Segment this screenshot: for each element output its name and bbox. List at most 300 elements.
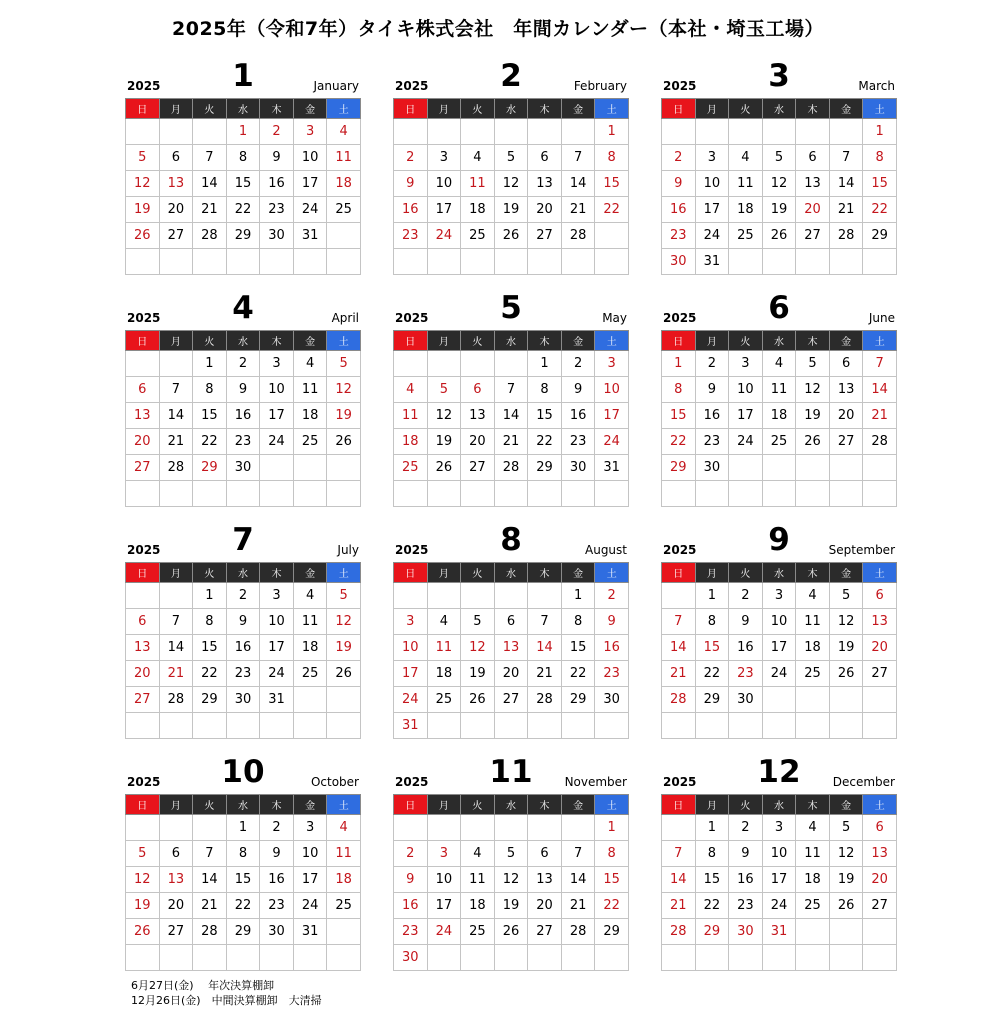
week-row <box>126 815 361 841</box>
day-cell: 6 <box>159 841 193 867</box>
day-cell: 21 <box>193 893 227 919</box>
week-row <box>394 687 629 713</box>
month-number: 2 <box>500 58 522 94</box>
day-cell <box>126 583 160 609</box>
day-cell <box>829 481 863 507</box>
weekday-header: 金 <box>293 795 327 815</box>
week-row <box>394 841 629 867</box>
day-cell: 6 <box>829 351 863 377</box>
day-cell: 10 <box>762 609 796 635</box>
day-cell: 17 <box>260 403 294 429</box>
day-cell: 1 <box>662 351 696 377</box>
day-cell <box>461 481 495 507</box>
day-cell: 29 <box>561 687 595 713</box>
day-cell <box>561 119 595 145</box>
day-cell <box>293 945 327 971</box>
day-cell: 31 <box>695 249 729 275</box>
day-cell: 5 <box>461 609 495 635</box>
day-cell: 8 <box>561 609 595 635</box>
week-row <box>662 171 897 197</box>
day-cell: 6 <box>528 145 562 171</box>
day-cell: 11 <box>293 377 327 403</box>
day-cell: 16 <box>394 893 428 919</box>
weekday-header: 土 <box>863 563 897 583</box>
month-name: September <box>828 543 895 557</box>
weekday-header: 金 <box>561 331 595 351</box>
day-cell: 19 <box>126 893 160 919</box>
weekday-header: 日 <box>126 563 160 583</box>
day-cell: 19 <box>796 403 830 429</box>
day-cell: 13 <box>528 867 562 893</box>
month-year: 2025 <box>395 775 429 789</box>
month-number: 10 <box>221 754 265 790</box>
weekday-header: 金 <box>829 563 863 583</box>
day-cell: 6 <box>126 609 160 635</box>
day-cell: 1 <box>226 119 260 145</box>
day-cell <box>729 249 763 275</box>
week-row <box>662 377 897 403</box>
day-cell: 26 <box>427 455 461 481</box>
day-cell: 18 <box>762 403 796 429</box>
day-cell: 4 <box>461 841 495 867</box>
day-cell <box>260 945 294 971</box>
day-cell: 29 <box>695 687 729 713</box>
weekday-header-row <box>394 795 629 815</box>
day-cell: 20 <box>528 893 562 919</box>
week-row <box>394 609 629 635</box>
calendar-table <box>393 794 629 971</box>
day-cell: 18 <box>427 661 461 687</box>
day-cell <box>327 713 361 739</box>
day-cell: 8 <box>695 609 729 635</box>
weekday-header: 火 <box>729 795 763 815</box>
day-cell: 27 <box>494 687 528 713</box>
day-cell: 19 <box>461 661 495 687</box>
day-cell: 20 <box>461 429 495 455</box>
day-cell <box>327 687 361 713</box>
day-cell: 25 <box>394 455 428 481</box>
day-cell <box>528 583 562 609</box>
day-cell: 15 <box>528 403 562 429</box>
day-cell <box>796 455 830 481</box>
month-name: December <box>832 775 895 789</box>
day-cell <box>461 815 495 841</box>
day-cell: 24 <box>595 429 629 455</box>
day-cell <box>762 119 796 145</box>
month-header <box>393 524 629 562</box>
day-cell: 12 <box>327 609 361 635</box>
weekday-header: 火 <box>193 331 227 351</box>
day-cell: 21 <box>829 197 863 223</box>
day-cell <box>829 119 863 145</box>
day-cell: 3 <box>729 351 763 377</box>
day-cell: 2 <box>394 145 428 171</box>
weekday-header: 木 <box>796 331 830 351</box>
week-row <box>126 145 361 171</box>
weekday-header: 水 <box>762 563 796 583</box>
month-year: 2025 <box>663 311 697 325</box>
day-cell: 28 <box>193 919 227 945</box>
day-cell <box>528 119 562 145</box>
weekday-header: 木 <box>528 331 562 351</box>
day-cell: 10 <box>427 867 461 893</box>
day-cell: 15 <box>863 171 897 197</box>
day-cell: 12 <box>327 377 361 403</box>
day-cell: 13 <box>528 171 562 197</box>
day-cell: 4 <box>293 351 327 377</box>
day-cell: 22 <box>193 661 227 687</box>
weekday-header: 月 <box>159 331 193 351</box>
month-header <box>661 292 897 330</box>
day-cell: 22 <box>595 893 629 919</box>
day-cell: 18 <box>461 893 495 919</box>
day-cell <box>394 249 428 275</box>
week-row <box>394 481 629 507</box>
month-number: 5 <box>500 290 522 326</box>
day-cell: 12 <box>126 867 160 893</box>
weekday-header-row <box>126 563 361 583</box>
month-header <box>125 524 361 562</box>
weekday-header: 火 <box>193 795 227 815</box>
month-calendar <box>661 292 897 507</box>
day-cell: 23 <box>394 223 428 249</box>
day-cell: 31 <box>293 223 327 249</box>
week-row <box>126 429 361 455</box>
day-cell: 7 <box>494 377 528 403</box>
day-cell: 13 <box>829 377 863 403</box>
day-cell: 24 <box>729 429 763 455</box>
day-cell: 22 <box>528 429 562 455</box>
week-row <box>662 841 897 867</box>
weekday-header: 水 <box>226 331 260 351</box>
day-cell <box>829 687 863 713</box>
day-cell: 29 <box>595 919 629 945</box>
day-cell: 21 <box>528 661 562 687</box>
day-cell <box>327 249 361 275</box>
day-cell: 28 <box>662 919 696 945</box>
day-cell <box>595 713 629 739</box>
day-cell: 10 <box>293 145 327 171</box>
day-cell <box>863 919 897 945</box>
day-cell: 26 <box>762 223 796 249</box>
day-cell: 18 <box>394 429 428 455</box>
day-cell: 7 <box>528 609 562 635</box>
week-row <box>394 455 629 481</box>
week-row <box>126 609 361 635</box>
weekday-header: 木 <box>796 795 830 815</box>
day-cell <box>126 713 160 739</box>
day-cell: 23 <box>729 893 763 919</box>
day-cell: 25 <box>796 893 830 919</box>
weekday-header: 月 <box>427 563 461 583</box>
day-cell <box>762 687 796 713</box>
day-cell: 26 <box>126 919 160 945</box>
weekday-header: 日 <box>126 331 160 351</box>
month-number: 3 <box>768 58 790 94</box>
weekday-header: 土 <box>327 99 361 119</box>
day-cell: 20 <box>829 403 863 429</box>
weekday-header: 金 <box>293 563 327 583</box>
month-name: January <box>313 79 359 93</box>
day-cell: 18 <box>796 635 830 661</box>
day-cell: 26 <box>327 661 361 687</box>
day-cell <box>260 249 294 275</box>
day-cell: 27 <box>863 661 897 687</box>
weekday-header: 木 <box>796 563 830 583</box>
day-cell: 4 <box>762 351 796 377</box>
weekday-header: 土 <box>595 795 629 815</box>
day-cell: 17 <box>427 893 461 919</box>
weekday-header: 水 <box>494 795 528 815</box>
week-row <box>394 919 629 945</box>
day-cell: 14 <box>528 635 562 661</box>
day-cell <box>528 713 562 739</box>
weekday-header: 土 <box>327 795 361 815</box>
day-cell <box>863 249 897 275</box>
day-cell <box>528 815 562 841</box>
day-cell: 25 <box>293 429 327 455</box>
day-cell <box>595 481 629 507</box>
day-cell: 24 <box>427 919 461 945</box>
month-calendar <box>125 292 361 507</box>
day-cell <box>461 119 495 145</box>
month-number: 7 <box>232 522 254 558</box>
day-cell: 22 <box>662 429 696 455</box>
week-row <box>126 867 361 893</box>
day-cell: 3 <box>394 609 428 635</box>
day-cell: 2 <box>226 351 260 377</box>
day-cell: 11 <box>327 841 361 867</box>
weekday-header: 水 <box>226 99 260 119</box>
day-cell: 20 <box>159 197 193 223</box>
day-cell: 27 <box>829 429 863 455</box>
day-cell: 13 <box>863 841 897 867</box>
week-row <box>394 145 629 171</box>
calendar-table <box>661 562 897 739</box>
weekday-header: 金 <box>561 563 595 583</box>
day-cell: 3 <box>695 145 729 171</box>
day-cell: 24 <box>762 893 796 919</box>
week-row <box>126 919 361 945</box>
day-cell: 30 <box>260 223 294 249</box>
day-cell: 7 <box>863 351 897 377</box>
day-cell: 28 <box>561 919 595 945</box>
day-cell: 23 <box>226 661 260 687</box>
day-cell <box>461 249 495 275</box>
day-cell <box>394 815 428 841</box>
day-cell: 22 <box>226 893 260 919</box>
day-cell: 26 <box>494 919 528 945</box>
weekday-header-row <box>394 99 629 119</box>
day-cell: 9 <box>226 377 260 403</box>
day-cell <box>159 583 193 609</box>
month-calendar <box>125 60 361 275</box>
day-cell <box>561 249 595 275</box>
week-row <box>394 661 629 687</box>
day-cell: 18 <box>796 867 830 893</box>
day-cell <box>796 945 830 971</box>
day-cell: 20 <box>494 661 528 687</box>
day-cell <box>427 119 461 145</box>
calendar-table <box>661 330 897 507</box>
day-cell: 12 <box>126 171 160 197</box>
day-cell: 25 <box>293 661 327 687</box>
day-cell: 14 <box>193 867 227 893</box>
weekday-header: 水 <box>226 795 260 815</box>
day-cell: 10 <box>695 171 729 197</box>
week-row <box>126 455 361 481</box>
day-cell: 4 <box>394 377 428 403</box>
day-cell: 14 <box>561 171 595 197</box>
week-row <box>126 481 361 507</box>
day-cell: 3 <box>762 815 796 841</box>
weekday-header: 月 <box>695 563 729 583</box>
month-year: 2025 <box>663 775 697 789</box>
day-cell <box>260 455 294 481</box>
weekday-header: 月 <box>695 99 729 119</box>
day-cell <box>762 249 796 275</box>
day-cell <box>159 119 193 145</box>
day-cell: 7 <box>662 609 696 635</box>
calendar-table <box>661 794 897 971</box>
week-row <box>662 713 897 739</box>
day-cell: 8 <box>662 377 696 403</box>
day-cell <box>729 455 763 481</box>
day-cell <box>762 455 796 481</box>
day-cell: 30 <box>695 455 729 481</box>
day-cell: 22 <box>695 661 729 687</box>
week-row <box>662 919 897 945</box>
day-cell: 19 <box>126 197 160 223</box>
weekday-header: 日 <box>126 99 160 119</box>
month-year: 2025 <box>127 79 161 93</box>
weekday-header: 月 <box>427 331 461 351</box>
day-cell: 23 <box>729 661 763 687</box>
day-cell: 18 <box>293 403 327 429</box>
month-calendar <box>393 756 629 971</box>
day-cell: 11 <box>762 377 796 403</box>
month-number: 9 <box>768 522 790 558</box>
month-header <box>393 756 629 794</box>
day-cell: 4 <box>327 119 361 145</box>
day-cell: 9 <box>695 377 729 403</box>
month-calendar <box>661 756 897 971</box>
day-cell: 1 <box>595 815 629 841</box>
day-cell: 8 <box>226 145 260 171</box>
day-cell: 24 <box>260 429 294 455</box>
day-cell: 10 <box>729 377 763 403</box>
day-cell: 24 <box>427 223 461 249</box>
day-cell: 17 <box>260 635 294 661</box>
day-cell <box>729 119 763 145</box>
day-cell: 7 <box>662 841 696 867</box>
day-cell: 15 <box>695 867 729 893</box>
weekday-header: 金 <box>829 331 863 351</box>
day-cell: 9 <box>394 171 428 197</box>
month-name: April <box>331 311 359 325</box>
day-cell: 27 <box>126 687 160 713</box>
day-cell: 31 <box>762 919 796 945</box>
day-cell: 2 <box>595 583 629 609</box>
day-cell: 27 <box>796 223 830 249</box>
day-cell <box>461 583 495 609</box>
weekday-header-row <box>126 795 361 815</box>
week-row <box>662 893 897 919</box>
day-cell: 28 <box>863 429 897 455</box>
weekday-header: 土 <box>863 99 897 119</box>
day-cell <box>729 713 763 739</box>
weekday-header-row <box>126 99 361 119</box>
weekday-header-row <box>662 563 897 583</box>
day-cell: 22 <box>595 197 629 223</box>
day-cell: 12 <box>796 377 830 403</box>
day-cell: 5 <box>327 351 361 377</box>
week-row <box>662 249 897 275</box>
day-cell <box>193 249 227 275</box>
day-cell: 18 <box>729 197 763 223</box>
day-cell: 23 <box>595 661 629 687</box>
day-cell: 27 <box>863 893 897 919</box>
day-cell: 10 <box>293 841 327 867</box>
day-cell: 24 <box>293 197 327 223</box>
day-cell: 11 <box>796 609 830 635</box>
month-year: 2025 <box>395 311 429 325</box>
weekday-header: 木 <box>796 99 830 119</box>
day-cell: 17 <box>762 867 796 893</box>
day-cell: 26 <box>829 893 863 919</box>
day-cell: 13 <box>796 171 830 197</box>
day-cell <box>494 351 528 377</box>
week-row <box>394 249 629 275</box>
weekday-header: 金 <box>293 331 327 351</box>
month-calendar <box>393 60 629 275</box>
day-cell <box>528 945 562 971</box>
day-cell: 7 <box>159 609 193 635</box>
week-row <box>394 351 629 377</box>
day-cell: 3 <box>595 351 629 377</box>
day-cell <box>829 713 863 739</box>
day-cell: 6 <box>494 609 528 635</box>
weekday-header: 土 <box>595 563 629 583</box>
day-cell: 20 <box>863 867 897 893</box>
day-cell: 24 <box>762 661 796 687</box>
day-cell: 1 <box>561 583 595 609</box>
weekday-header-row <box>662 795 897 815</box>
day-cell: 23 <box>695 429 729 455</box>
day-cell <box>126 815 160 841</box>
day-cell: 25 <box>427 687 461 713</box>
day-cell: 14 <box>662 867 696 893</box>
day-cell: 1 <box>695 815 729 841</box>
day-cell: 30 <box>561 455 595 481</box>
day-cell: 30 <box>260 919 294 945</box>
weekday-header: 日 <box>662 563 696 583</box>
day-cell: 15 <box>595 171 629 197</box>
month-calendar <box>125 756 361 971</box>
day-cell <box>662 945 696 971</box>
day-cell: 13 <box>126 403 160 429</box>
day-cell: 28 <box>494 455 528 481</box>
day-cell: 21 <box>662 893 696 919</box>
day-cell: 30 <box>662 249 696 275</box>
day-cell: 9 <box>260 841 294 867</box>
month-calendar <box>393 524 629 739</box>
weekday-header-row <box>662 99 897 119</box>
day-cell <box>561 815 595 841</box>
day-cell: 28 <box>662 687 696 713</box>
weekday-header: 日 <box>394 331 428 351</box>
day-cell: 17 <box>762 635 796 661</box>
